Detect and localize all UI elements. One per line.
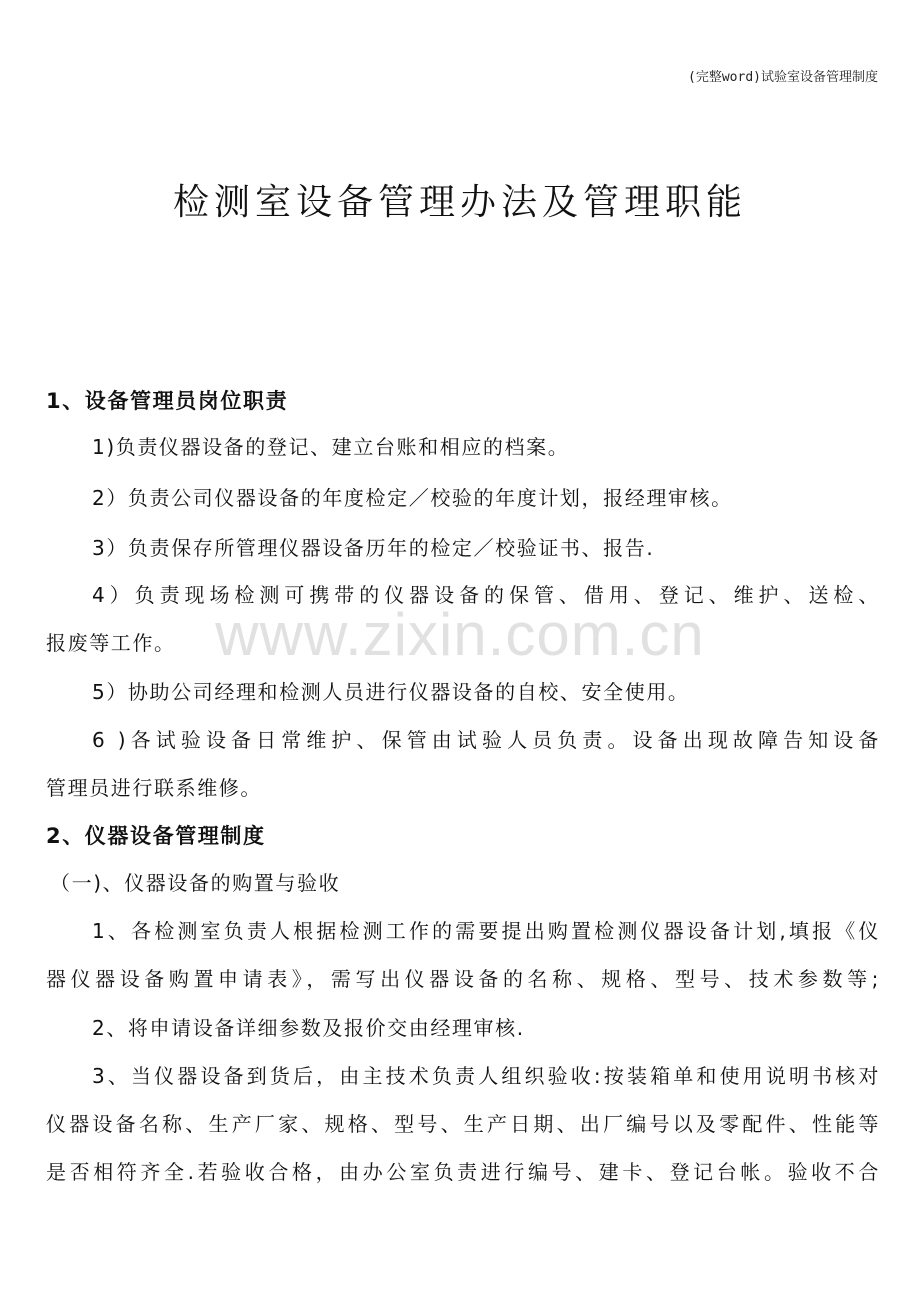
running-header: (完整word)试验室设备管理制度 bbox=[688, 70, 878, 85]
section-1-item-1: 1)负责仪器设备的登记、建立台账和相应的档案。 bbox=[92, 435, 570, 459]
section-1-item-6-line-1: 6 )各试验设备日常维护、保管由试验人员负责。设备出现故障告知设备 bbox=[92, 728, 880, 752]
section-2-heading: 2、仪器设备管理制度 bbox=[46, 824, 266, 848]
section-2-para-2: 2、将申请设备详细参数及报价交由经理审核. bbox=[92, 1016, 525, 1040]
document-title: 检测室设备管理办法及管理职能 bbox=[172, 182, 747, 223]
section-1-heading: 1、设备管理员岗位职责 bbox=[46, 389, 289, 413]
section-2-para-1-line-2: 器仪器设备购置申请表》，需写出仪器设备的名称、规格、型号、技术参数等; bbox=[46, 967, 880, 991]
section-2-para-1-line-1: 1、各检测室负责人根据检测工作的需要提出购置检测仪器设备计划,填报《仪 bbox=[92, 919, 880, 943]
watermark: www.zixin.com.cn bbox=[215, 601, 705, 668]
section-2-para-3-line-2: 仪器设备名称、生产厂家、规格、型号、生产日期、出厂编号以及零配件、性能等 bbox=[46, 1112, 880, 1136]
section-1-item-5: 5）协助公司经理和检测人员进行仪器设备的自校、安全使用。 bbox=[92, 680, 690, 704]
section-2-para-3-line-3: 是否相符齐全.若验收合格，由办公室负责进行编号、建卡、登记台帐。验收不合 bbox=[46, 1160, 880, 1184]
section-2-para-3-line-1: 3、当仪器设备到货后，由主技术负责人组织验收:按装箱单和使用说明书核对 bbox=[92, 1064, 880, 1088]
section-2-subheading: （一)、仪器设备的购置与验收 bbox=[50, 871, 341, 895]
section-1-item-6-line-2: 管理员进行联系维修。 bbox=[46, 776, 262, 800]
section-1-item-4-line-1: 4）负责现场检测可携带的仪器设备的保管、借用、登记、维护、送检、 bbox=[92, 583, 880, 607]
section-1-item-4-line-2: 报废等工作。 bbox=[46, 631, 176, 655]
section-1-item-3: 3）负责保存所管理仪器设备历年的检定／校验证书、报告. bbox=[92, 536, 655, 560]
section-1-item-2: 2）负责公司仪器设备的年度检定／校验的年度计划，报经理审核。 bbox=[92, 486, 733, 510]
